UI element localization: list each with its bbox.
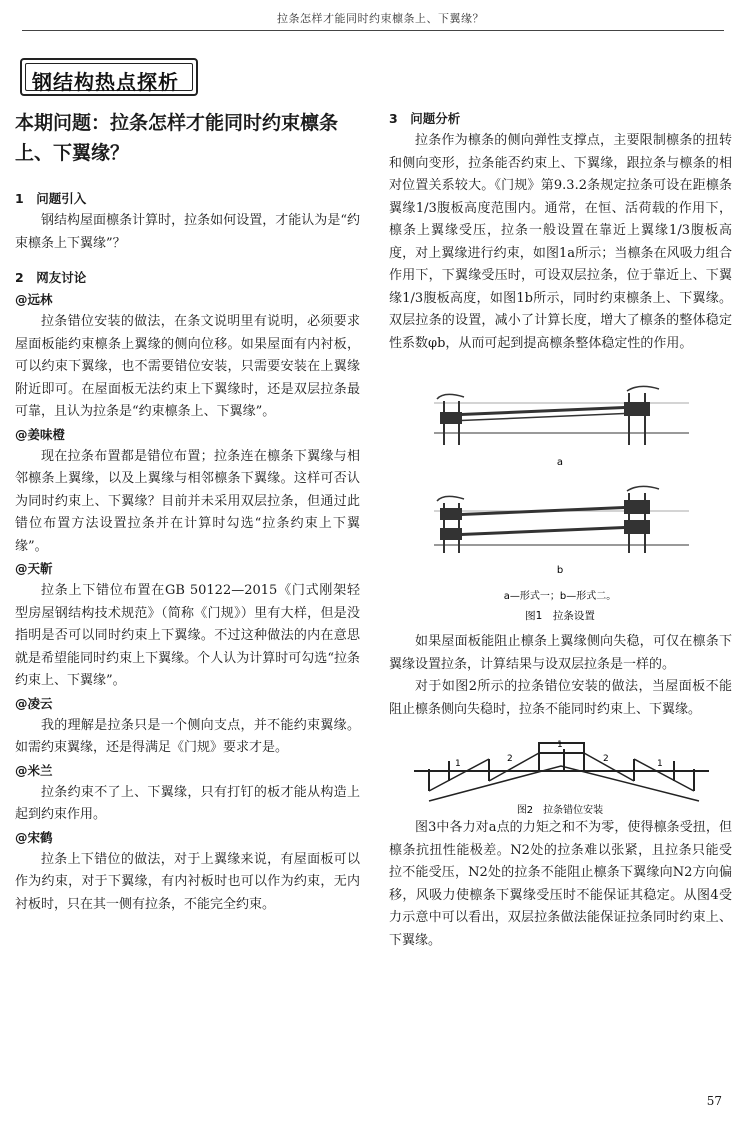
fig1-legend: a—形式一；b—形式二。 — [503, 591, 617, 602]
analysis-paragraph: 如果屋面板能阻止檩条上翼缘侧向失稳，可仅在檩条下翼缘设置拉条，计算结果与设双层拉条是一样的。 — [389, 634, 732, 672]
fig1-label-a: a — [556, 457, 564, 468]
left-column — [15, 108, 360, 916]
right-column — [389, 108, 732, 952]
intro-text: 钢结构屋面檩条计算时，拉条如何设置，才能认为是“约束檩条上下翼缘”？ — [15, 213, 360, 251]
staggered-tie-diagram — [389, 731, 732, 817]
analysis-paragraph: 对于如图2所示的拉条错位安装的做法，当屋面板不能阻止檩条侧向失稳时，拉条不能同时约束上、下翼缘。 — [389, 679, 732, 717]
post-user: @凌云 — [15, 695, 53, 711]
post-user: @米兰 — [15, 762, 53, 778]
post-text: 拉条错位安装的做法，在条文说明里有说明，必须要求屋面板能约束檩条上翼缘的侧向位移。如果屋面有内衬板，可以约束下翼缘，也不需要错位安装，只需要安装在上翼缘附近即可。在屋面板无法约束上下翼缘时，还是双层拉条最可靠，且认为拉条是“约束檩条上、下翼缘”。 — [15, 314, 360, 419]
post-user: @天靳 — [15, 561, 53, 576]
header-rule — [22, 30, 724, 31]
fig2-label: 1 — [557, 740, 563, 750]
fig1-caption: 图1 拉条设置 — [525, 610, 595, 622]
fig2-label: 1 — [657, 759, 663, 769]
intro-heading: 1 问题引入 — [15, 191, 87, 206]
issue-title: 本期问题：拉条怎样才能同时约束檩条上、下翼缘？ — [15, 112, 339, 164]
post-text: 拉条上下错位布置在GB 50122—2015《门式刚架轻型房屋钢结构技术规范》（简称《门规》）里有大样，但是没指明是否可以同时约束上下翼缘。不过这种做法的内在意思就是希望能同时约束上下翼缘。个人认为计算时可勾选“拉条约束上、下翼缘”。 — [15, 583, 360, 688]
post-text: 拉条约束不了上、下翼缘，只有打钉的板才能从构造上起到约束作用。 — [15, 784, 360, 822]
page-number: 57 — [706, 1094, 722, 1108]
fig1-label-b: b — [556, 565, 564, 576]
running-title: 拉条怎样才能同时约束檩条上、下翼缘？ — [277, 12, 484, 25]
badge-label: 钢结构热点探析 — [32, 70, 179, 94]
discussion-heading: 2 网友讨论 — [15, 270, 87, 285]
analysis-paragraph: 拉条作为檩条的侧向弹性支撑点，主要限制檩条的扭转和侧向变形，拉条能否约束上、下翼缘，跟拉条与檩条的相对位置关系较大。《门规》第9.3.2条规定拉条可设在距檩条翼缘1/3腹板高度范围内。通常，在恒、活荷载的作用下，檩条上翼缘受压，拉条一般设置在靠近上翼缘1/3腹板高度，对上翼缘进行约束，如图1a所示；当檩条在风吸力组合作用下，下翼缘受压时，可设双层拉条，位于靠近上、下翼缘1/3腹板高度，如图1b所示，同时约束檩条上、下翼缘。双层拉条的设置，减小了计算长度，增大了檩条的整体稳定性系数φb，从而可起到提高檩条整体稳定性的作用。 — [389, 133, 732, 351]
post-text: 现在拉条布置都是错位布置；拉条连在檩条下翼缘与相邻檩条上翼缘，以及上翼缘与相邻檩条下翼缘。这样可否认为同时约束上、下翼缘？目前并未采用双层拉条，但通过此错位布置方法设置拉条并在计算时勾选“拉条约束上下翼缘”。 — [15, 448, 360, 554]
fig2-label: 2 — [507, 754, 513, 764]
post-user: @姜味橙 — [15, 426, 66, 442]
column-badge — [20, 58, 198, 96]
analysis-heading: 3 问题分析 — [389, 111, 461, 126]
figure-1 — [389, 363, 732, 631]
running-header — [0, 0, 746, 28]
analysis-paragraph: 图3中各力对a点的力矩之和不为零，使得檩条受扭，但檩条抗扭性能极差。N2处的拉条难以张紧，且拉条只能受拉不能受压，N2处的拉条不能阻止檩条下翼缘向N2方向偏移，风吸力使檩条下翼缘受压时不能保证其稳定。从图4受力示意中可以看出，双层拉条做法能保证拉条同时约束上、下翼缘。 — [389, 820, 732, 948]
fig2-label: 1 — [455, 759, 461, 769]
fig2-label: 2 — [603, 754, 609, 764]
figure-2 — [389, 731, 732, 817]
post-text: 拉条上下错位的做法，对于上翼缘来说，有屋面板可以作为约束，对于下翼缘，有内衬板时也可以作为约束，无内衬板时，只在其一侧有拉条，不能完全约束。 — [15, 851, 360, 912]
post-user: @宋鹤 — [15, 829, 53, 845]
post-text: 我的理解是拉条只是一个侧向支点，并不能约束翼缘。如需约束翼缘，还是得满足《门规》要求才是。 — [15, 717, 360, 755]
fig2-caption: 图2 拉条错位安装 — [516, 805, 604, 816]
post-user: @远林 — [15, 292, 53, 307]
purlin-tie-diagram — [389, 363, 732, 631]
